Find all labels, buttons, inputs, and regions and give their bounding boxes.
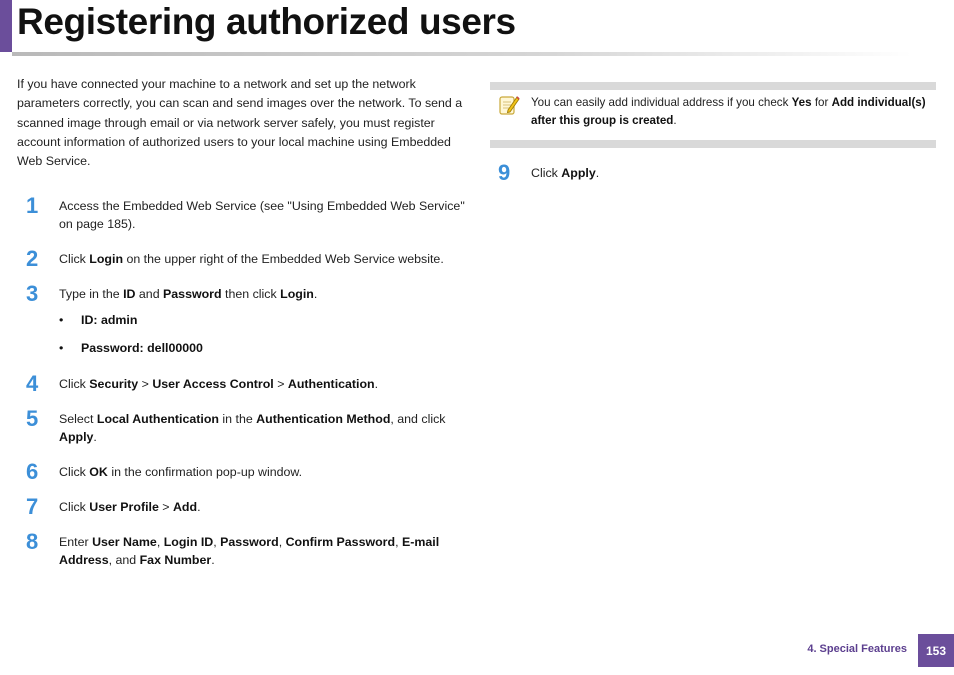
step-text: Access the Embedded Web Service (see "Using Embedded Web Service" on page 185). — [59, 199, 465, 231]
step-number: 9 — [498, 160, 511, 185]
step-number: 2 — [26, 246, 39, 271]
credential-password: • Password: dell00000 — [59, 341, 203, 355]
step-number: 5 — [26, 406, 39, 431]
title-divider — [12, 52, 912, 56]
note-text: You can easily add individual address if you check Yes for Add individual(s) after this group is created. — [531, 96, 926, 127]
step-text: Click OK in the confirmation pop-up window. — [59, 465, 303, 479]
note-box — [490, 82, 936, 148]
step-number: 6 — [26, 459, 39, 484]
step-text: Type in the ID and Password then click Login. — [59, 287, 318, 301]
step-text: Click Security > User Access Control > Authentication. — [59, 377, 379, 391]
step-text: Click User Profile > Add. — [59, 500, 201, 514]
title-accent-bar — [0, 0, 12, 52]
step-number: 8 — [26, 529, 39, 554]
page-number: 153 — [918, 634, 954, 667]
step-text: Select Local Authentication in the Authentication Method, and click Apply. — [59, 412, 446, 444]
page-title: Registering authorized users — [17, 1, 516, 42]
step-text: Click Apply. — [531, 166, 600, 180]
note-pencil-icon — [498, 93, 520, 117]
step-number: 3 — [26, 281, 39, 306]
step-number: 4 — [26, 371, 39, 396]
step-text: Enter User Name, Login ID, Password, Confirm Password, E-mail Address, and Fax Number. — [59, 535, 440, 567]
step-number: 7 — [26, 494, 39, 519]
footer-section-label: 4. Special Features — [807, 643, 907, 655]
intro-paragraph: If you have connected your machine to a network and set up the network parameters correctly, you can scan and send images over the network. To send a scanned image through email or via network server safely, you must register account information of authorized users to your local machine using Embedded Web Service. — [17, 77, 463, 169]
step-number: 1 — [26, 193, 39, 218]
credential-id: • ID: admin — [59, 313, 138, 327]
step-text: Click Login on the upper right of the Embedded Web Service website. — [59, 252, 444, 266]
